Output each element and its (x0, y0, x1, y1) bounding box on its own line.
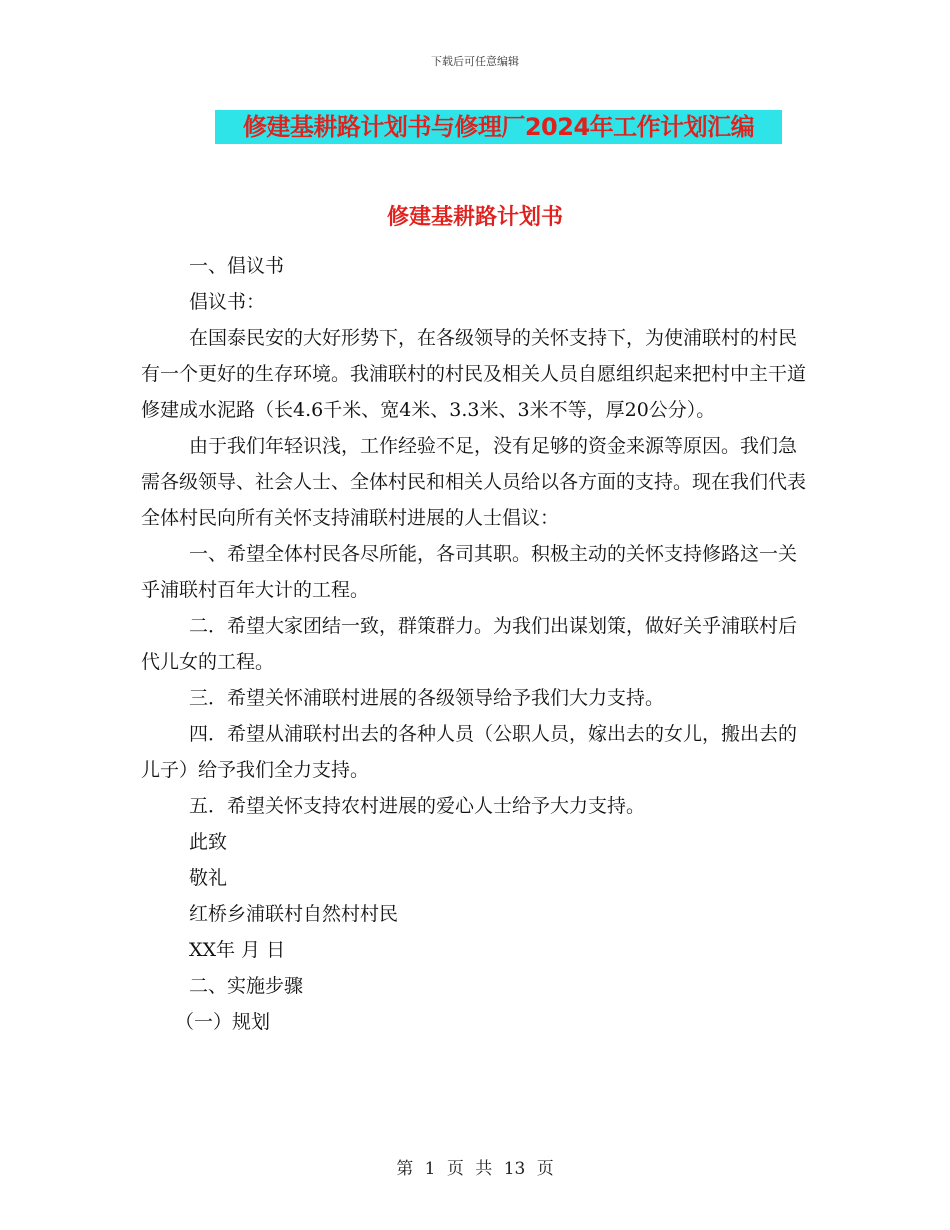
document-body (141, 248, 813, 1040)
signature-line: 红桥乡浦联村自然村村民 (189, 903, 399, 925)
section-title: 修建基耕路计划书 (386, 205, 563, 230)
paragraph: 一、倡议书 (189, 255, 285, 277)
paragraph: 倡议书： (189, 291, 266, 313)
header-note: 下载后可任意编辑 (431, 55, 519, 68)
closing-line: 敬礼 (189, 867, 228, 889)
paragraph: 在国泰民安的大好形势下，在各级领导的关怀支持下，为使浦联村的村民有一个更好的生存环境。我浦联村的村民及相关人员自愿组织起来把村中主干道修建成水泥路（长4.6千米、宽4米、3.3米、3米不等，厚20公分）。 (141, 327, 807, 421)
subsection-heading: （一）规划 (175, 1011, 271, 1033)
paragraph: 五．希望关怀支持农村进展的爱心人士给予大力支持。 (189, 795, 646, 817)
page-footer: 第 1 页 共 13 页 (396, 1159, 554, 1179)
paragraph: 二．希望大家团结一致，群策群力。为我们出谋划策，做好关乎浦联村后代儿女的工程。 (141, 615, 798, 673)
paragraph: 三．希望关怀浦联村进展的各级领导给予我们大力支持。 (189, 687, 665, 709)
document-title: 修建基耕路计划书与修理厂2024年工作计划汇编 (215, 110, 782, 144)
date-line: XX年 月 日 (189, 939, 286, 961)
paragraph: 四．希望从浦联村出去的各种人员（公职人员，嫁出去的女儿，搬出去的儿子）给予我们全力支持。 (141, 723, 798, 781)
section-heading: 二、实施步骤 (189, 975, 304, 997)
paragraph: 一、希望全体村民各尽所能，各司其职。积极主动的关怀支持修路这一关乎浦联村百年大计的工程。 (141, 543, 798, 601)
paragraph: 由于我们年轻识浅，工作经验不足，没有足够的资金来源等原因。我们急需各级领导、社会人士、全体村民和相关人员给以各方面的支持。现在我们代表全体村民向所有关怀支持浦联村进展的人士倡议： (141, 435, 807, 529)
closing-line: 此致 (189, 831, 228, 853)
